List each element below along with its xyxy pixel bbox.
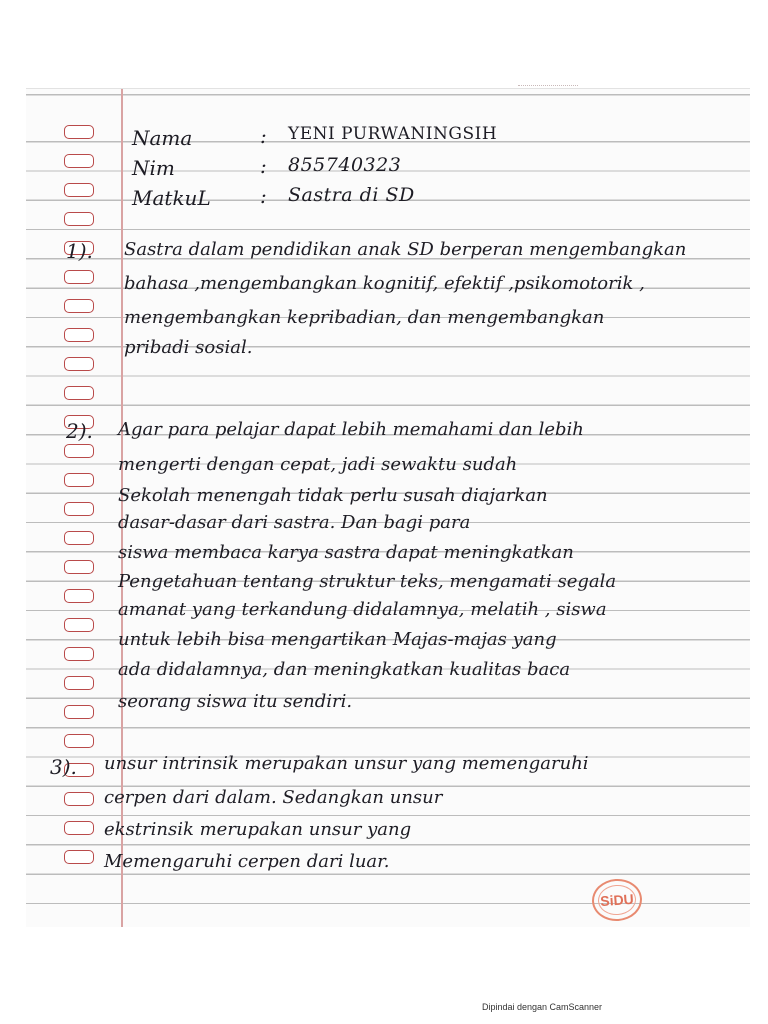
answer-line: Sekolah menengah tidak perlu susah diajarkan bbox=[118, 485, 548, 506]
binder-hole bbox=[64, 473, 94, 487]
binder-hole bbox=[64, 357, 94, 371]
answer-number: 2). bbox=[66, 419, 93, 443]
field-separator: : bbox=[260, 184, 267, 208]
answer-line: seorang siswa itu sendiri. bbox=[118, 691, 353, 712]
answer-line: pribadi sosial. bbox=[124, 337, 253, 358]
binder-hole bbox=[64, 850, 94, 864]
binder-hole bbox=[64, 734, 94, 748]
field-label-nim: Nim bbox=[132, 156, 175, 180]
binder-hole bbox=[64, 154, 94, 168]
binder-hole bbox=[64, 125, 94, 139]
binder-hole bbox=[64, 589, 94, 603]
binder-hole bbox=[64, 676, 94, 690]
notebook-page bbox=[26, 88, 750, 927]
answer-line: dasar-dasar dari sastra. Dan bagi para bbox=[118, 512, 471, 533]
answer-line: Memengaruhi cerpen dari luar. bbox=[104, 851, 390, 872]
answer-number: 1). bbox=[66, 239, 93, 263]
answer-line: bahasa ,mengembangkan kognitif, efektif ,psikomotorik , bbox=[124, 273, 645, 294]
answer-line: untuk lebih bisa mengartikan Majas-majas yang bbox=[118, 629, 557, 650]
page-number-field bbox=[518, 79, 578, 86]
answer-line: Pengetahuan tentang struktur teks, mengamati segala bbox=[118, 571, 617, 592]
answer-number: 3). bbox=[50, 755, 77, 779]
binder-hole bbox=[64, 328, 94, 342]
binder-hole bbox=[64, 183, 94, 197]
answer-line: ekstrinsik merupakan unsur yang bbox=[104, 819, 412, 840]
answer-line: mengerti dengan cepat, jadi sewaktu sudah bbox=[118, 454, 518, 475]
answer-line: amanat yang terkandung didalamnya, melatih , siswa bbox=[118, 599, 607, 620]
field-label-matkul: MatkuL bbox=[132, 186, 211, 210]
binder-hole bbox=[64, 386, 94, 400]
scanner-watermark: Dipindai dengan CamScanner bbox=[481, 1002, 603, 1012]
binder-hole bbox=[64, 299, 94, 313]
field-separator: : bbox=[260, 154, 267, 178]
field-value-nim: 855740323 bbox=[288, 154, 402, 176]
binder-hole bbox=[64, 647, 94, 661]
binder-hole bbox=[64, 821, 94, 835]
binder-hole bbox=[64, 560, 94, 574]
binder-hole bbox=[64, 502, 94, 516]
answer-line: Sastra dalam pendidikan anak SD berperan mengembangkan bbox=[124, 239, 687, 260]
binder-hole bbox=[64, 212, 94, 226]
binder-hole bbox=[64, 792, 94, 806]
sidu-stamp: SiDU bbox=[591, 877, 644, 922]
answer-line: Agar para pelajar dapat lebih memahami dan lebih bbox=[118, 419, 584, 440]
field-label-nama: Nama bbox=[132, 126, 193, 150]
answer-line: mengembangkan kepribadian, dan mengembangkan bbox=[124, 307, 605, 328]
binder-hole bbox=[64, 705, 94, 719]
binder-hole bbox=[64, 531, 94, 545]
binder-hole bbox=[64, 618, 94, 632]
field-value-nama: YENI PURWANINGSIH bbox=[288, 124, 498, 144]
field-separator: : bbox=[260, 124, 267, 148]
binder-hole bbox=[64, 444, 94, 458]
answer-line: siswa membaca karya sastra dapat meningkatkan bbox=[118, 542, 574, 563]
answer-line: ada didalamnya, dan meningkatkan kualitas baca bbox=[118, 659, 571, 680]
answer-line: unsur intrinsik merupakan unsur yang memengaruhi bbox=[104, 753, 589, 774]
answer-line: cerpen dari dalam. Sedangkan unsur bbox=[104, 787, 443, 808]
binder-hole bbox=[64, 270, 94, 284]
field-value-matkul: Sastra di SD bbox=[288, 184, 415, 206]
